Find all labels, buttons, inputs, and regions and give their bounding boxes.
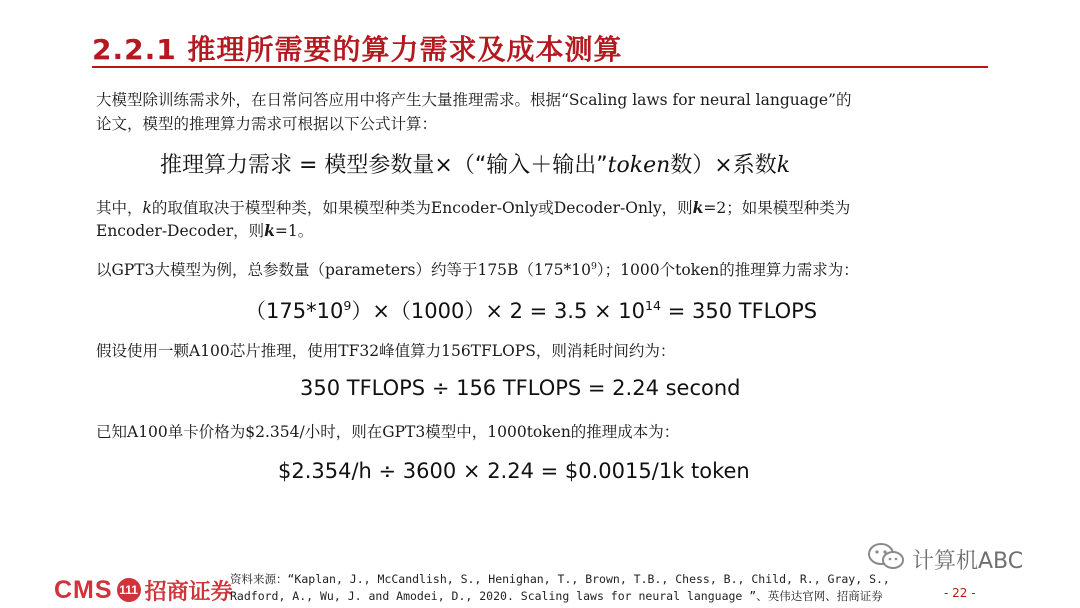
title-divider xyxy=(92,66,988,68)
formula-2-exponent-1: 9 xyxy=(343,298,352,313)
inference-cost-formula: $2.354/h ÷ 3600 × 2.24 = $0.0015/1k token xyxy=(278,459,750,483)
k-symbol: k xyxy=(692,198,704,217)
source-citation xyxy=(230,571,890,605)
cost-paragraph: 已知A100单卡价格为$2.354/小时，则在GPT3模型中，1000token的推理成本为： xyxy=(96,423,680,441)
k-explanation-text-d: Encoder-Decoder，则 xyxy=(96,222,265,240)
intro-paragraph-line-1: 大模型除训练需求外，在日常问答应用中将产生大量推理需求。根据“Scaling laws for neural language”的 xyxy=(96,91,852,109)
gpt3-example-text-a: 以GPT3大模型为例，总参数量（parameters）约等于175B（175*10 xyxy=(96,261,591,279)
formula-1-token: token xyxy=(607,153,671,178)
logo-badge-icon: 111 xyxy=(117,578,141,602)
formula-1-text-a: 推理算力需求 = 模型参数量×（“输入＋输出” xyxy=(160,153,608,178)
formula-2-text-b: ）×（1000）× 2 = 3.5 × 10 xyxy=(351,299,646,323)
page-number: - 22 - xyxy=(944,586,976,600)
k-explanation-text-a: 其中， xyxy=(96,199,143,217)
gpt3-example-exponent: 9 xyxy=(591,260,597,272)
k-explanation-text-b: 的取值取决于模型种类，如果模型种类为Encoder-Only或Decoder-Only，则 xyxy=(151,199,693,217)
logo-cms-text: CMS xyxy=(54,575,113,604)
source-line-2: Radford, A., Wu, J. and Amodei, D., 2020. Scaling laws for neural language ”、英伟达官网、招商证券 xyxy=(230,589,883,603)
formula-2-text-a: （175*10 xyxy=(245,299,344,323)
formula-2-text-c: = 350 TFLOPS xyxy=(661,299,818,323)
a100-assumption-paragraph: 假设使用一颗A100芯片推理，使用TF32峰值算力156TFLOPS，则消耗时间约为： xyxy=(96,342,676,360)
formula-1-k: k xyxy=(776,153,791,178)
gpt3-compute-formula xyxy=(245,295,817,325)
cms-logo xyxy=(54,573,233,607)
k-explanation-text-c: =2；如果模型种类为 xyxy=(703,199,851,217)
source-line-1: 资料来源：“Kaplan, J., McCandlish, S., Henighan, T., Brown, T.B., Chess, B., Child, R., Gray, S., xyxy=(230,572,890,586)
gpt3-example-paragraph xyxy=(96,258,859,282)
inference-compute-formula xyxy=(160,148,790,179)
k-explanation-line-1 xyxy=(96,196,850,220)
k-symbol: k xyxy=(264,221,275,240)
k-explanation-line-2 xyxy=(96,219,313,243)
k-explanation-text-e: =1。 xyxy=(274,222,314,240)
watermark-text: 计算机ABC xyxy=(912,548,1024,574)
k-symbol: k xyxy=(142,199,152,217)
intro-paragraph-line-2: 论文，模型的推理算力需求可根据以下公式计算： xyxy=(96,115,438,133)
page-title: 2.2.1 推理所需要的算力需求及成本测算 xyxy=(92,33,623,66)
formula-2-exponent-2: 14 xyxy=(645,298,662,313)
formula-1-text-b: 数）×系数 xyxy=(670,153,777,178)
gpt3-example-text-b: ）；1000个token的推理算力需求为： xyxy=(596,261,859,279)
logo-chinese-text: 招商证券 xyxy=(144,579,233,605)
time-consumption-formula: 350 TFLOPS ÷ 156 TFLOPS = 2.24 second xyxy=(300,376,741,400)
